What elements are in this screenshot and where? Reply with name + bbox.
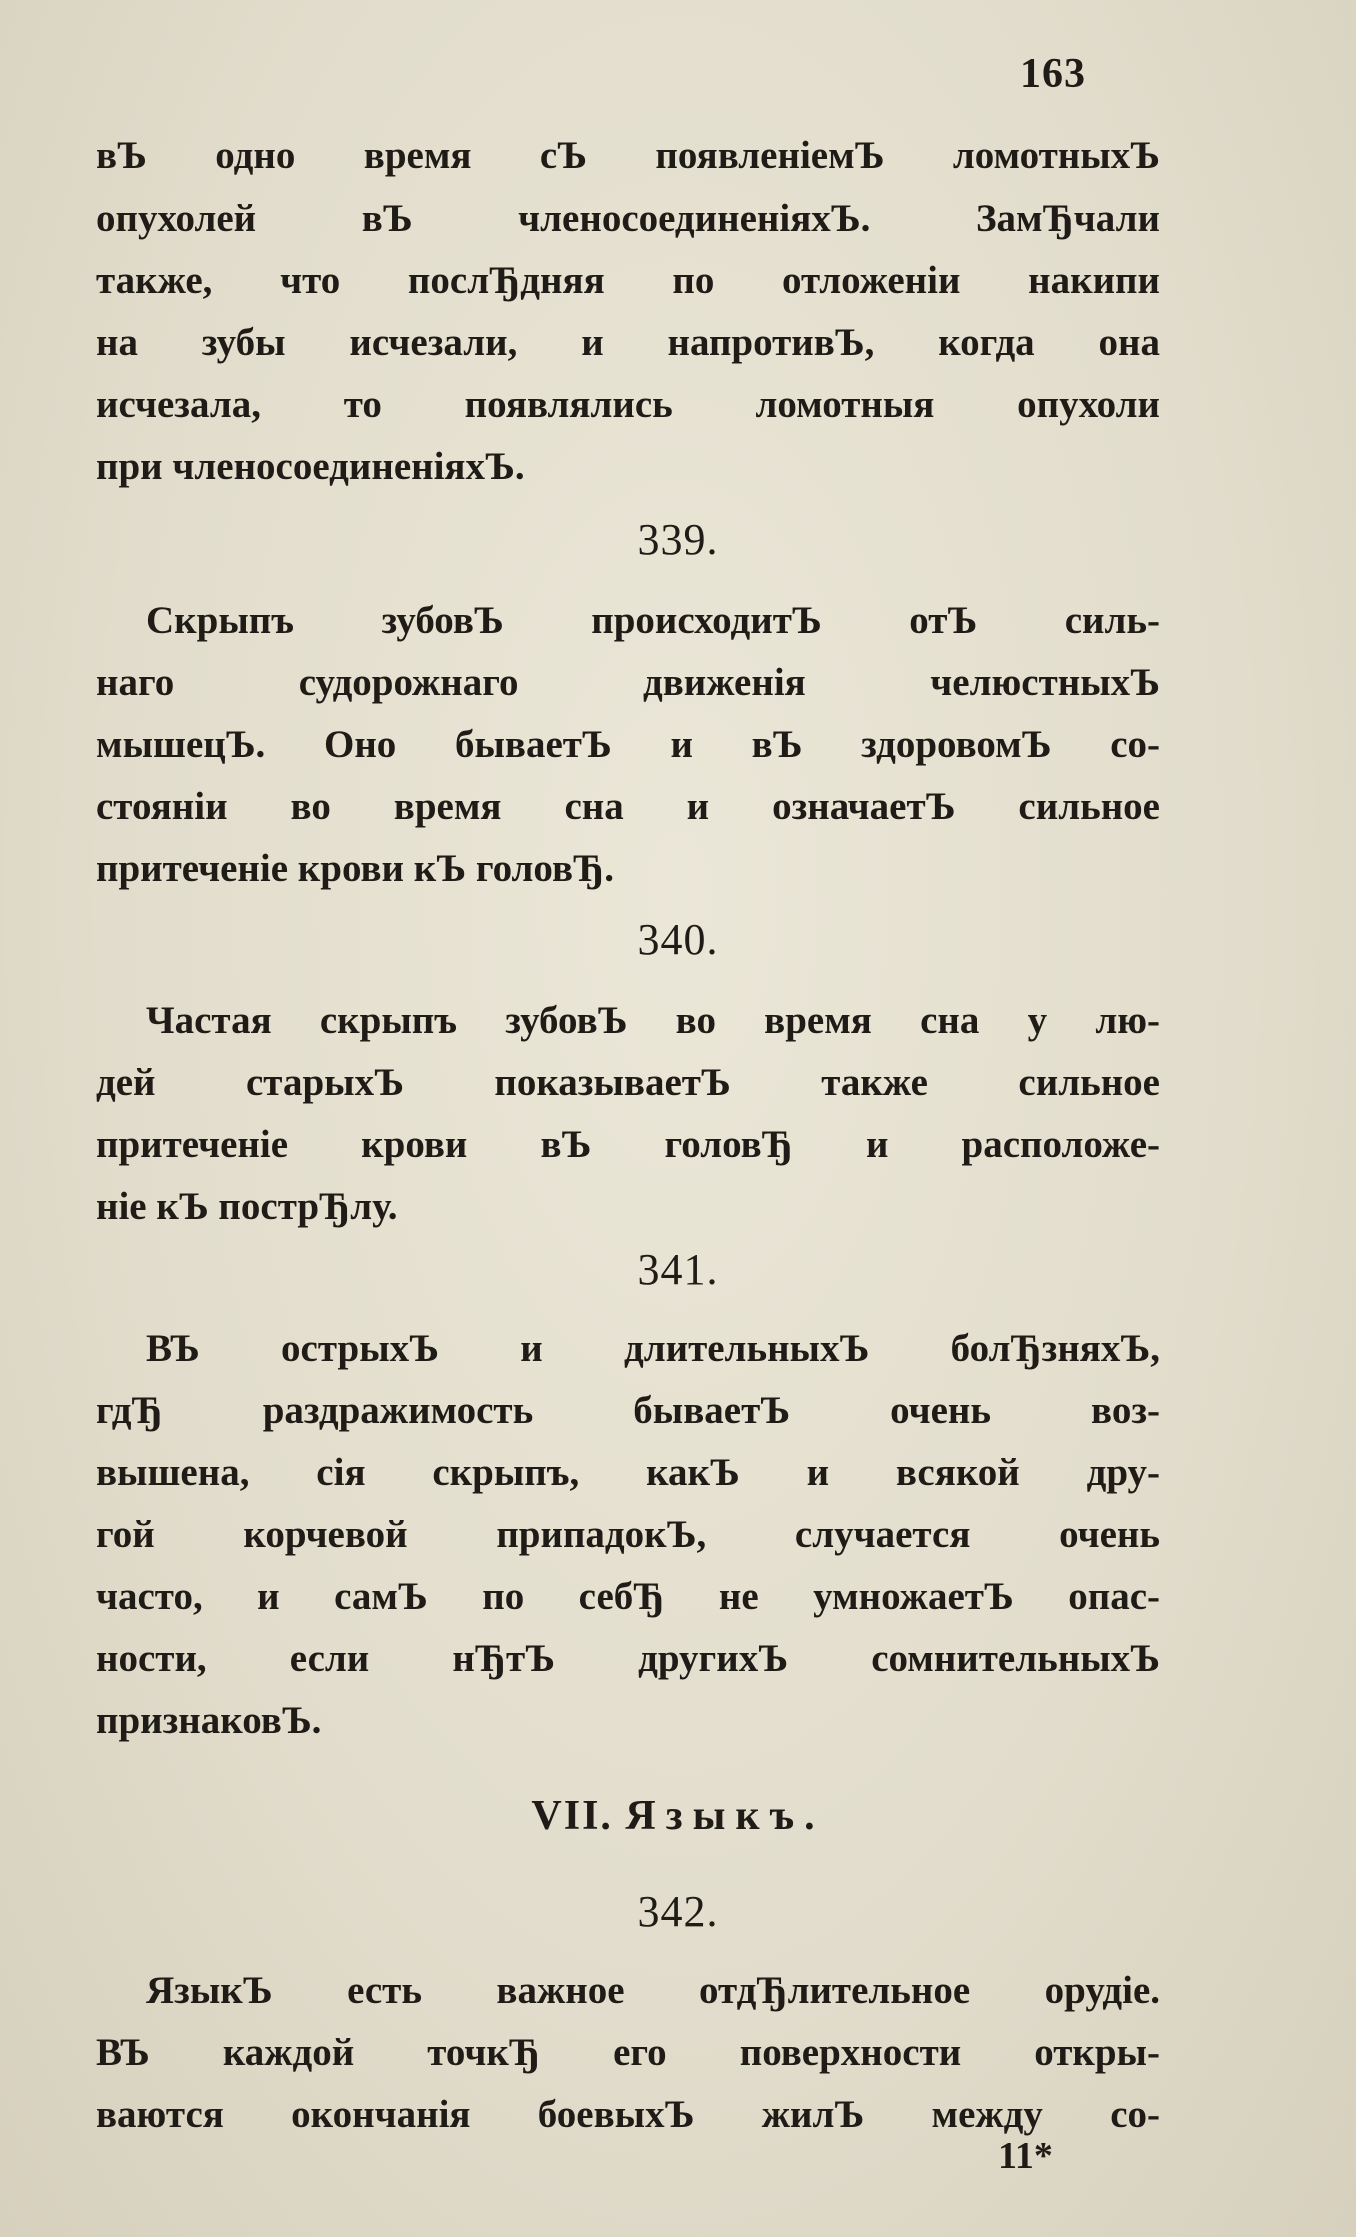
text-line: ВЪ острыхЪ и длительныхЪ болЂзняхЪ, <box>146 1327 1160 1370</box>
text-line: гой корчевой припадокЪ, случается очень <box>96 1513 1160 1556</box>
text-line: часто, и самЪ по себЂ не умножаетЪ опас- <box>96 1575 1160 1618</box>
section-number: 339. <box>637 515 719 564</box>
text-line: наго судорожнаго движенія челюстныхЪ <box>96 661 1160 704</box>
text-line: ности, если нЂтЪ другихЪ сомнительныхЪ <box>96 1637 1160 1680</box>
text-line: гдЂ раздражимость бываетЪ очень воз- <box>96 1389 1160 1432</box>
text-line: притеченіе крови кЪ головЂ. <box>96 847 614 890</box>
text-line: вышена, сія скрыпъ, какЪ и всякой дру- <box>96 1451 1160 1494</box>
text-line: при членосоединеніяхЪ. <box>96 445 525 488</box>
chapter-heading <box>0 1792 1356 1840</box>
text-line: дей старыхЪ показываетЪ также сильное <box>96 1061 1160 1104</box>
text-line: притеченіе крови вЪ головЂ и расположе- <box>96 1123 1160 1166</box>
text-line: Скрыпъ зубовЪ происходитЪ отЪ силь- <box>146 599 1160 642</box>
section-number: 341. <box>637 1245 719 1294</box>
section-number: 342. <box>637 1887 719 1936</box>
text-line: исчезала, то появлялись ломотныя опухоли <box>96 383 1160 426</box>
text-line: Частая скрыпъ зубовЪ во время сна у лю- <box>146 999 1160 1042</box>
text-line: стояніи во время сна и означаетЪ сильное <box>96 785 1160 828</box>
text-line: ваются окончанія боевыхЪ жилЪ между со- <box>96 2093 1160 2136</box>
text-line: признаковЪ. <box>96 1699 322 1742</box>
text-line: мышецЪ. Оно бываетЪ и вЪ здоровомЪ со- <box>96 723 1160 766</box>
text-line: также, что послЂдняя по отложеніи накипи <box>96 259 1160 302</box>
signature-mark: 11* <box>998 2135 1053 2177</box>
text-line: опухолей вЪ членосоединеніяхЪ. ЗамЂчали <box>96 197 1160 240</box>
chapter-title: Языкъ. <box>625 1793 825 1839</box>
text-line: ВЪ каждой точкЂ его поверхности откры- <box>96 2031 1160 2074</box>
section-number: 340. <box>637 915 719 964</box>
text-line: ЯзыкЪ есть важное отдЂлительное орудіе. <box>146 1969 1160 2012</box>
chapter-numeral: VII. <box>531 1793 613 1839</box>
text-line: вЪ одно время сЪ появленіемЪ ломотныхЪ <box>96 134 1160 177</box>
text-line: на зубы исчезали, и напротивЪ, когда она <box>96 321 1160 364</box>
page-number: 163 <box>1020 51 1086 97</box>
text-line: ніе кЪ пострЂлу. <box>96 1185 398 1228</box>
